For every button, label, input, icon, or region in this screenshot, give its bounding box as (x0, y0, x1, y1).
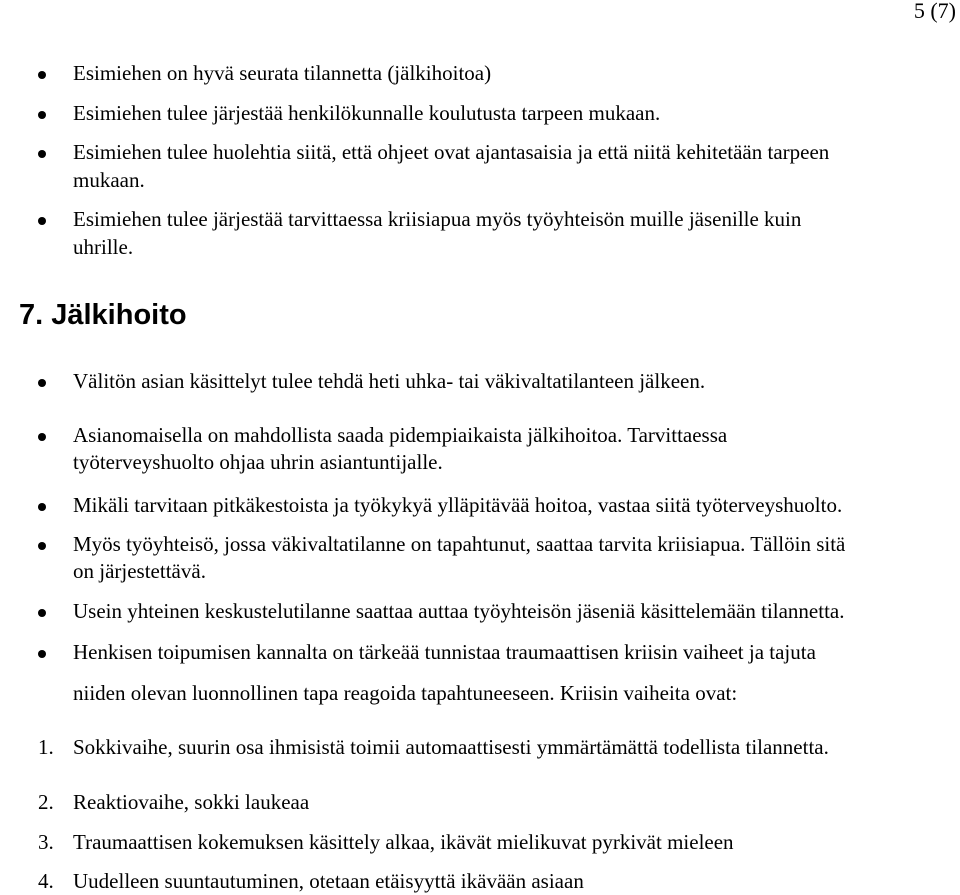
bullet-icon (38, 217, 46, 225)
bullet-icon (38, 111, 46, 119)
bullet-icon (38, 150, 46, 158)
list-item-text: mukaan. (73, 168, 145, 192)
list-item-text: Myös työyhteisö, jossa väkivaltatilanne on tapahtunut, saattaa tarvita kriisiapua. Tällöin sitä (73, 532, 846, 556)
list-item-number: 3. (38, 830, 54, 854)
list-item-text: Reaktiovaihe, sokki laukeaa (73, 790, 310, 814)
list-item-text: Sokkivaihe, suurin osa ihmisistä toimii automaattisesti ymmärtämättä todellista tilannetta. (73, 735, 829, 759)
list-item-text: Esimiehen tulee järjestää henkilökunnalle koulutusta tarpeen mukaan. (73, 101, 661, 125)
list-item-text: työterveyshuolto ohjaa uhrin asiantuntijalle. (73, 450, 443, 474)
list-item-text: Henkisen toipumisen kannalta on tärkeää tunnistaa traumaattisen kriisin vaiheet ja tajuta (73, 640, 816, 664)
bullet-icon (38, 379, 46, 387)
bullet-icon (38, 609, 46, 617)
list-item-text: niiden olevan luonnollinen tapa reagoida tapahtuneeseen. Kriisin vaiheita ovat: (73, 681, 738, 705)
list-item-text: Asianomaisella on mahdollista saada pidempiaikaista jälkihoitoa. Tarvittaessa (73, 423, 728, 447)
list-item-text: uhrille. (73, 235, 134, 259)
list-item-text: Uudelleen suuntautuminen, otetaan etäisyyttä ikävään asiaan (73, 869, 584, 893)
list-item-text: Välitön asian käsittelyt tulee tehdä heti uhka- tai väkivaltatilanteen jälkeen. (73, 369, 706, 393)
bullet-icon (38, 503, 46, 511)
list-item-text: Traumaattisen kokemuksen käsittely alkaa, ikävät mielikuvat pyrkivät mieleen (73, 830, 734, 854)
list-item-number: 2. (38, 790, 54, 814)
bullet-icon (38, 71, 46, 79)
bullet-icon (38, 650, 46, 658)
list-item-text: Esimiehen tulee huolehtia siitä, että ohjeet ovat ajantasaisia ja että niitä kehitetään tarpeen (73, 140, 830, 164)
section-heading: 7. Jälkihoito (19, 299, 187, 331)
bullet-icon (38, 542, 46, 550)
list-item-text: Usein yhteinen keskustelutilanne saattaa auttaa työyhteisön jäseniä käsittelemään tilannetta. (73, 599, 845, 623)
list-item-text: on järjestettävä. (73, 559, 206, 583)
list-item-number: 1. (38, 735, 54, 759)
list-item-number: 4. (38, 869, 54, 893)
page-number: 5 (7) (913, 0, 956, 23)
bullet-icon (38, 433, 46, 441)
list-item-text: Mikäli tarvitaan pitkäkestoista ja työkykyä ylläpitävää hoitoa, vastaa siitä työterveyshuolto. (73, 493, 843, 517)
list-item-text: Esimiehen on hyvä seurata tilannetta (jälkihoitoa) (73, 61, 492, 85)
list-item-text: Esimiehen tulee järjestää tarvittaessa kriisiapua myös työyhteisön muille jäsenille kuin (73, 207, 802, 231)
